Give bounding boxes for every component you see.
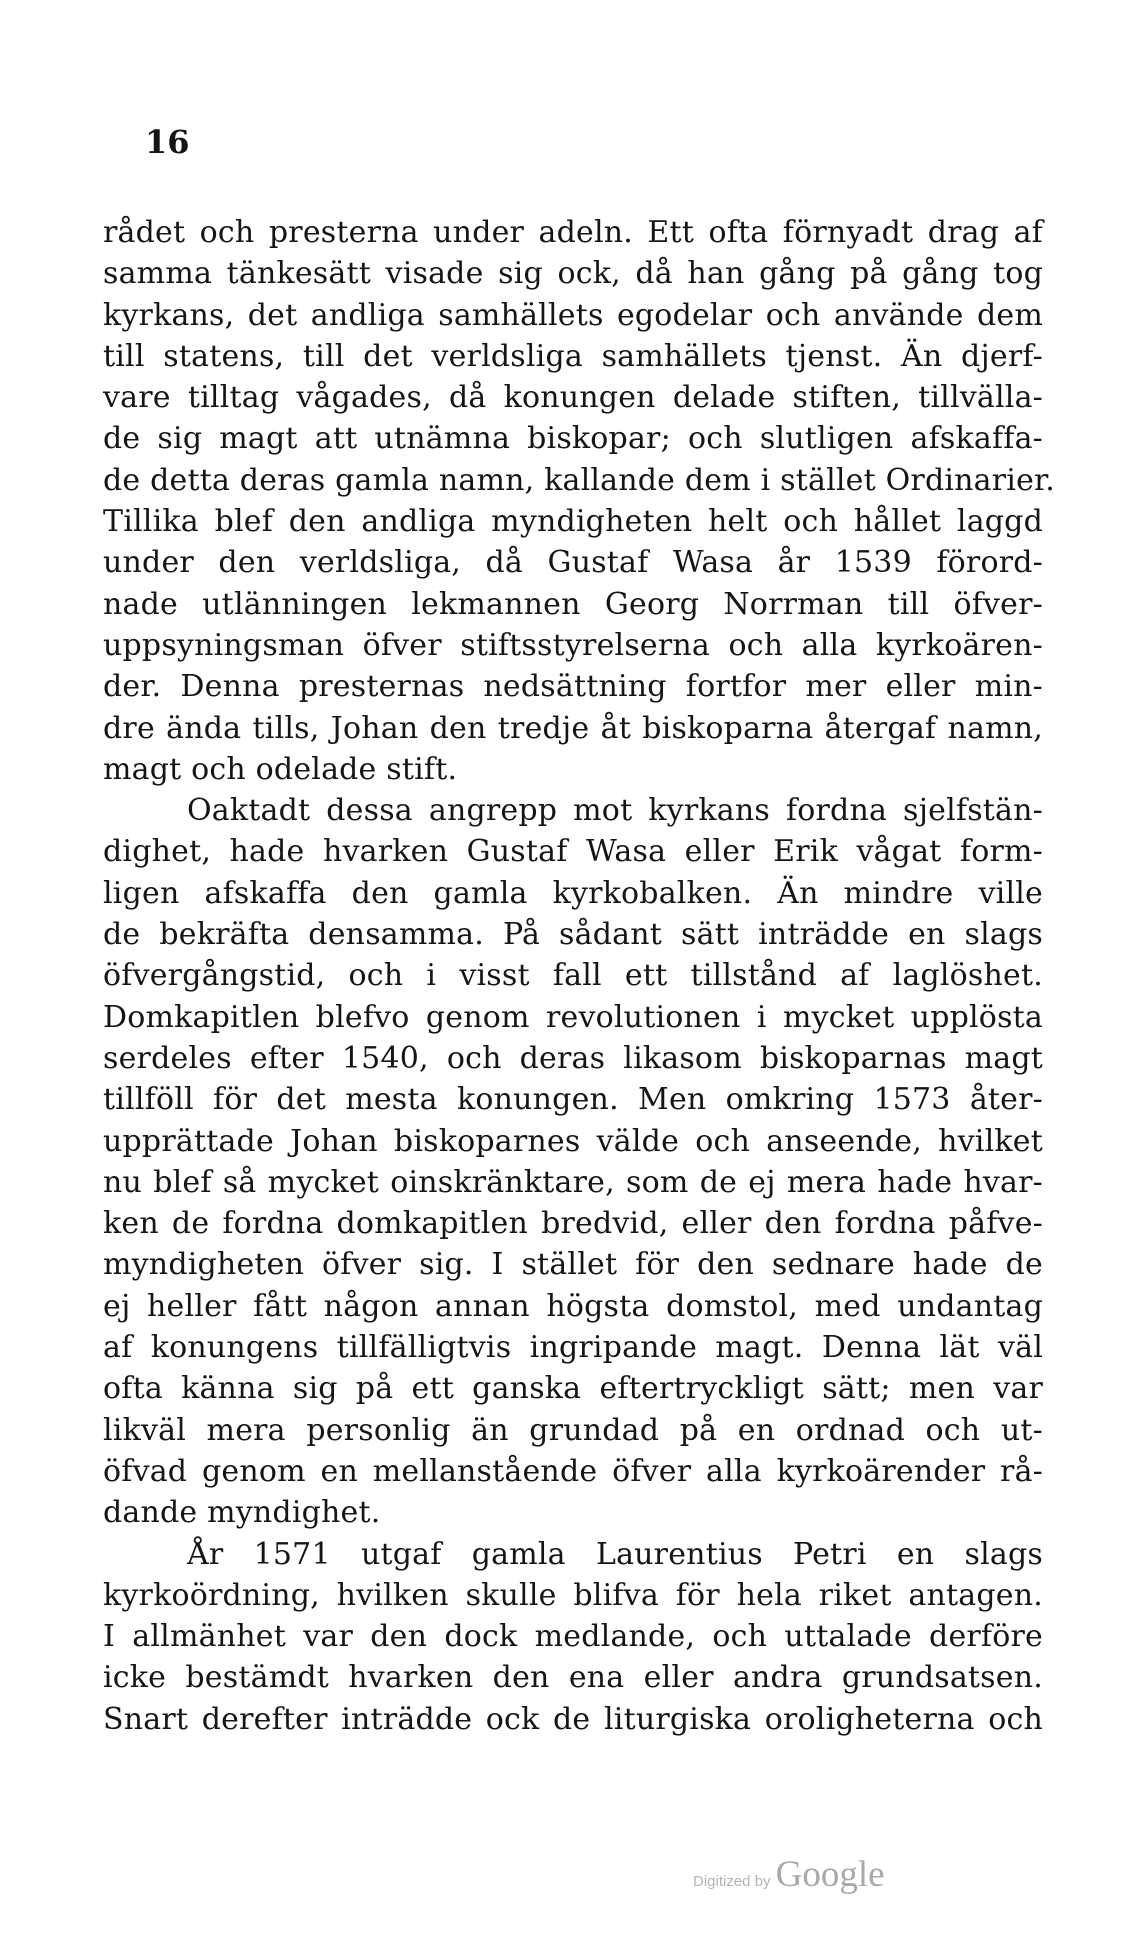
text-line: ofta känna sig på ett ganska eftertryckligt sätt; men var [103,1371,1043,1407]
text-line: samma tänkesätt visade sig ock, då han gång på gång tog [103,256,1043,292]
text-line: tillföll för det mesta konungen. Men omkring 1573 åter- [103,1082,1043,1118]
text-line: till statens, till det verldsliga samhällets tjenst. Än djerf- [103,338,1043,374]
text-line: likväl mera personlig än grundad på en ordnad och ut- [103,1412,1043,1448]
text-line: serdeles efter 1540, och deras likasom biskoparnas magt [103,1040,1043,1076]
text-line: rådet och presterna under adeln. Ett ofta förnyadt drag af [103,215,1043,250]
paragraph-3 [103,1534,1043,1740]
text-line: de detta deras gamla namn, kallande dem i stället Ordinarier. [103,462,1056,498]
text-line: År 1571 utgaf gamla Laurentius Petri en slags [187,1536,1043,1572]
text-line: kyrkoördning, hvilken skulle blifva för hela riket antagen. [103,1577,1043,1613]
text-line: dande myndighet. [103,1495,381,1531]
text-line: upprättade Johan biskoparnes välde och anseende, hvilket [103,1123,1043,1159]
text-line: ligen afskaffa den gamla kyrkobalken. Än mindre ville [103,875,1043,911]
text-line: nade utlänningen lekmannen Georg Norrman till öfver- [103,586,1043,622]
text-line: myndigheten öfver sig. I stället för den sednare hade de [103,1247,1043,1283]
text-line: icke bestämdt hvarken den ena eller andra grundsatsen. [103,1660,1043,1696]
text-line: uppsyningsman öfver stiftsstyrelserna och alla kyrkoären- [103,627,1043,663]
text-line: ken de fordna domkapitlen bredvid, eller den fordna påfve- [103,1206,1043,1242]
text-line: Oaktadt dessa angrepp mot kyrkans fordna sjelfstän- [187,793,1043,829]
paragraph-2 [103,790,1043,1533]
text-line: under den verldsliga, då Gustaf Wasa år 1539 förord- [103,545,1043,581]
text-line: nu blef så mycket oinskränktare, som de ej mera hade hvar- [103,1164,1043,1200]
text-line: de sig magt att utnämna biskopar; och slutligen afskaffa- [103,421,1043,457]
text-line: magt och odelade stift. [103,751,458,787]
watermark-prefix: Digitized by [693,1873,771,1890]
text-line: dighet, hade hvarken Gustaf Wasa eller Erik vågat form- [103,834,1043,870]
body-text [103,212,1056,1740]
paragraph-1 [103,212,1056,790]
text-line: öfvad genom en mellanstående öfver alla kyrkoärender rå- [103,1453,1043,1489]
text-line: Tillika blef den andliga myndigheten helt och hållet laggd [103,504,1043,540]
text-line: de bekräfta densamma. På sådant sätt inträdde en slags [103,917,1043,953]
watermark-brand: Google [775,1854,885,1895]
text-line: I allmänhet var den dock medlande, och uttalade derföre [103,1619,1043,1655]
text-line: vare tilltag vågades, då konungen delade stiften, tillvälla- [103,380,1043,416]
text-line: af konungens tillfälligtvis ingripande magt. Denna lät väl [103,1330,1043,1366]
text-line: der. Denna presternas nedsättning fortfor mer eller min- [103,669,1043,705]
text-line: ej heller fått någon annan högsta domstol, med undantag [103,1288,1043,1324]
text-line: öfvergångstid, och i visst fall ett tillstånd af laglöshet. [103,958,1043,994]
digitized-watermark [693,1856,885,1893]
text-line: Snart derefter inträdde ock de liturgiska oroligheterna och [103,1701,1043,1737]
text-line: Domkapitlen blefvo genom revolutionen i mycket upplösta [103,999,1043,1035]
text-line: dre ända tills, Johan den tredje åt biskoparna återgaf namn, [103,710,1043,746]
text-line: kyrkans, det andliga samhällets egodelar och använde dem [103,297,1043,333]
page-number: 16 [145,123,190,161]
